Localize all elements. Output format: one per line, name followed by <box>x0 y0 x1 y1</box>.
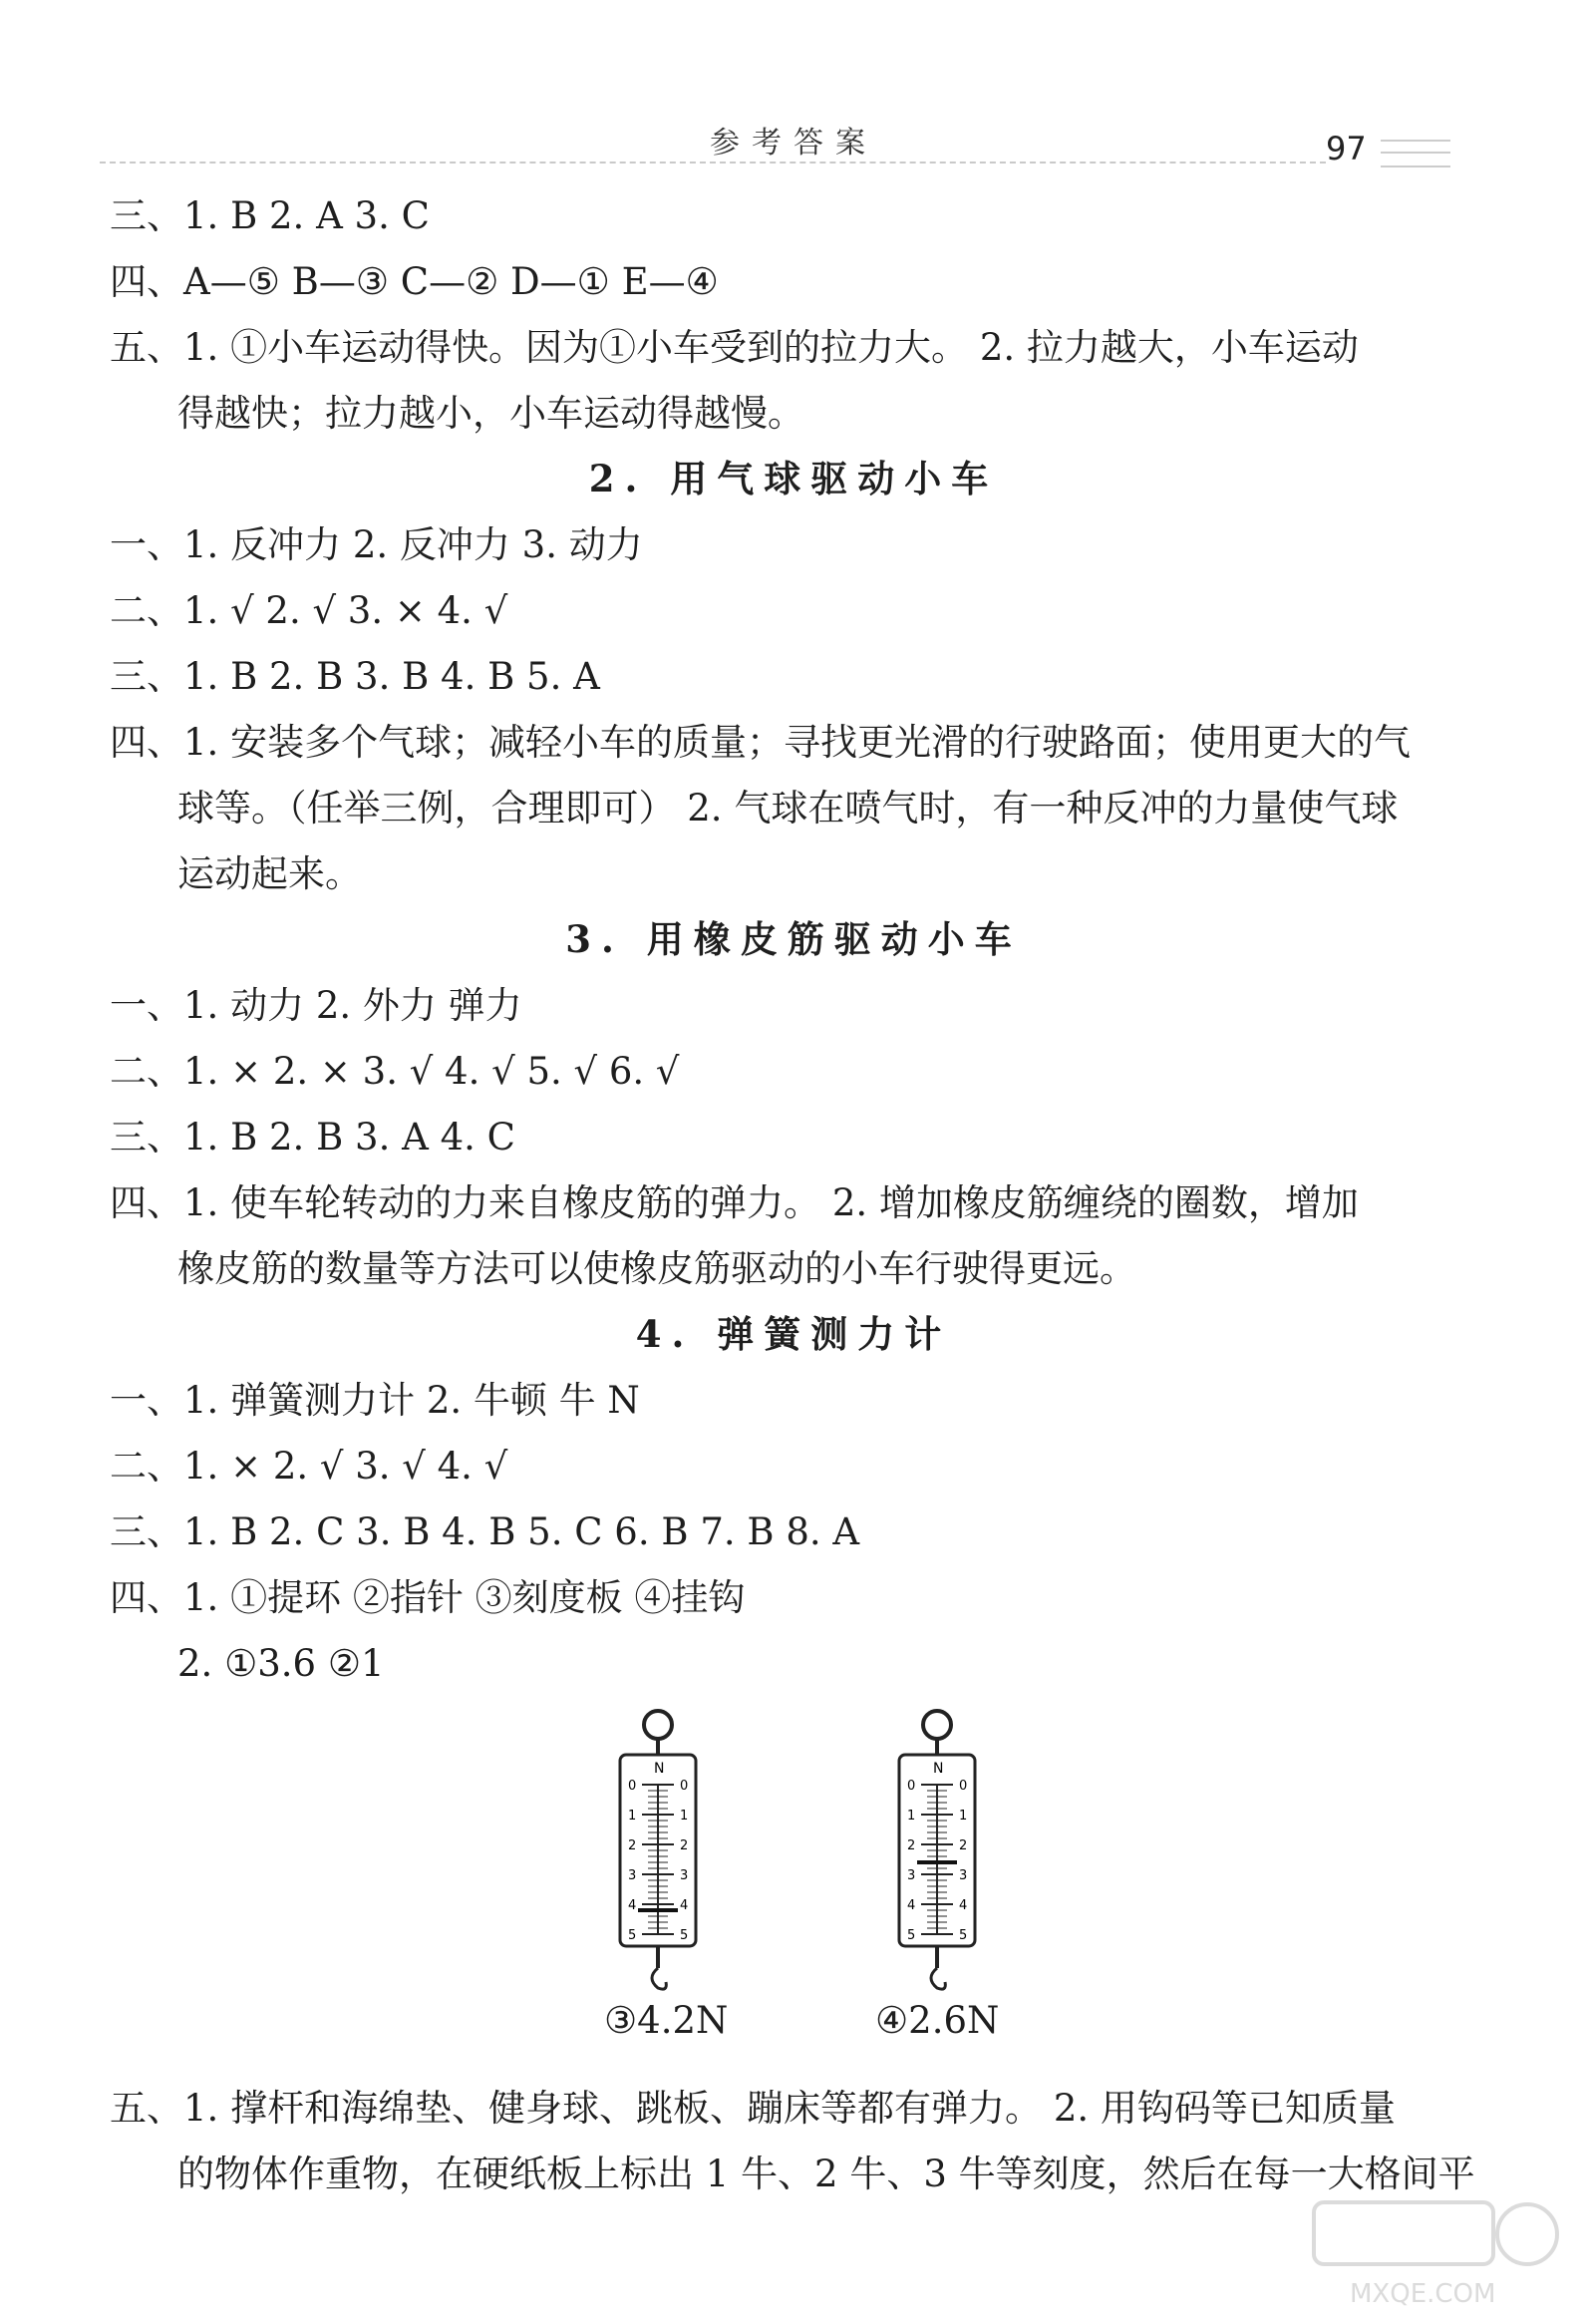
answer-line: 四、1. ①提环 ②指针 ③刻度板 ④挂钩 <box>110 1576 746 1619</box>
answer-line: 五、1. ①小车运动得快。因为①小车受到的拉力大。 2. 拉力越大，小车运动 <box>110 326 1359 369</box>
scale-tick-label: 2 <box>680 1838 689 1853</box>
scale-tick-label: 1 <box>628 1809 637 1824</box>
answer-line: 五、1. 撑杆和海绵垫、健身球、跳板、蹦床等都有弹力。 2. 用钩码等已知质量 <box>110 2087 1396 2130</box>
spring-scale-figure-a <box>598 1707 718 1996</box>
scale-tick-label: 5 <box>680 1928 689 1943</box>
scale-a-caption: ③4.2N <box>604 1999 729 2042</box>
header-divider <box>100 162 1326 164</box>
scale-tick-label: 0 <box>680 1779 689 1794</box>
answer-line: 三、1. B 2. A 3. C <box>110 194 430 237</box>
answer-line: 四、A—⑤ B—③ C—② D—① E—④ <box>110 260 719 303</box>
scale-tick-label: 3 <box>907 1868 916 1883</box>
scale-a-ticks <box>628 1779 688 1943</box>
scale-tick-label: 4 <box>628 1898 637 1913</box>
scale-tick-label: 4 <box>680 1898 689 1913</box>
header-decoration <box>1381 140 1450 167</box>
answer-line: 运动起来。 <box>177 852 362 895</box>
scale-tick-label: 1 <box>680 1809 689 1824</box>
answer-line: 得越快；拉力越小，小车运动得越慢。 <box>177 392 804 435</box>
answer-line: 二、1. √ 2. √ 3. × 4. √ <box>110 589 508 632</box>
watermark-logo <box>1310 2194 1569 2314</box>
scale-b-caption: ④2.6N <box>875 1999 1000 2042</box>
scale-tick-label: 0 <box>959 1779 968 1794</box>
scale-b-ticks <box>907 1779 967 1943</box>
page-header-title: 参考答案 <box>710 126 877 161</box>
answer-line: 球等。（任举三例，合理即可） 2. 气球在喷气时，有一种反冲的力量使气球 <box>177 787 1399 830</box>
answer-line: 橡皮筋的数量等方法可以使橡皮筋驱动的小车行驶得更远。 <box>177 1247 1136 1290</box>
scale-tick-label: 5 <box>628 1928 637 1943</box>
scale-tick-label: 0 <box>907 1779 916 1794</box>
svg-text:N: N <box>933 1761 944 1777</box>
scale-tick-label: 2 <box>907 1838 916 1853</box>
svg-text:MXQE.COM: MXQE.COM <box>1350 2279 1496 2309</box>
section-title: 2. 用气球驱动小车 <box>588 457 999 500</box>
answer-line: 一、1. 反冲力 2. 反冲力 3. 动力 <box>110 523 643 566</box>
scale-tick-label: 1 <box>907 1809 916 1824</box>
scale-tick-label: 5 <box>907 1928 916 1943</box>
answer-line: 一、1. 动力 2. 外力 弹力 <box>110 984 522 1027</box>
scale-tick-label: 3 <box>628 1868 637 1883</box>
scale-tick-label: 3 <box>680 1868 689 1883</box>
scale-tick-label: 0 <box>628 1779 637 1794</box>
answer-line: 二、1. × 2. × 3. √ 4. √ 5. √ 6. √ <box>110 1050 680 1093</box>
scale-tick-label: 1 <box>959 1809 968 1824</box>
answer-line: 四、1. 使车轮转动的力来自橡皮筋的弹力。 2. 增加橡皮筋缠绕的圈数，增加 <box>110 1181 1359 1224</box>
scale-tick-label: 5 <box>959 1928 968 1943</box>
page-number: 97 <box>1326 130 1367 167</box>
svg-text:N: N <box>654 1761 665 1777</box>
scale-tick-label: 4 <box>907 1898 916 1913</box>
answer-line: 三、1. B 2. B 3. A 4. C <box>110 1116 515 1159</box>
spring-scale-figure-b <box>877 1707 997 1996</box>
section-title: 3. 用橡皮筋驱动小车 <box>565 917 1022 961</box>
answer-line: 一、1. 弹簧测力计 2. 牛顿 牛 N <box>110 1379 640 1422</box>
answer-line: 三、1. B 2. B 3. B 4. B 5. A <box>110 655 600 698</box>
answer-line: 2. ①3.6 ②1 <box>177 1642 385 1685</box>
section-title: 4. 弹簧测力计 <box>635 1312 952 1356</box>
answer-line: 的物体作重物，在硬纸板上标出 1 牛、2 牛、3 牛等刻度，然后在每一大格间平 <box>177 2153 1475 2195</box>
scale-tick-label: 2 <box>628 1838 637 1853</box>
answer-line: 二、1. × 2. √ 3. √ 4. √ <box>110 1445 508 1488</box>
answer-line: 四、1. 安装多个气球；减轻小车的质量；寻找更光滑的行驶路面；使用更大的气 <box>110 721 1412 764</box>
scale-tick-label: 4 <box>959 1898 968 1913</box>
answer-line: 三、1. B 2. C 3. B 4. B 5. C 6. B 7. B 8. A <box>110 1510 860 1553</box>
scale-tick-label: 3 <box>959 1868 968 1883</box>
scale-tick-label: 2 <box>959 1838 968 1853</box>
